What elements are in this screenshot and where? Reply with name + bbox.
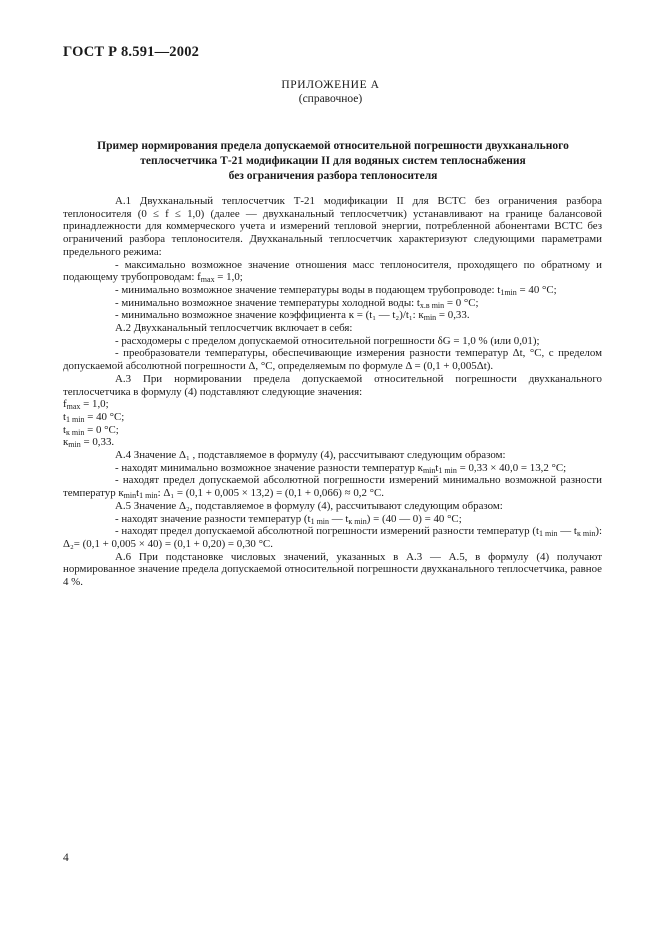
title-line: без ограничения разбора теплоносителя: [228, 169, 438, 182]
document-body: [63, 195, 602, 589]
value-line: $к_{min} = 0,33$.: [63, 436, 115, 450]
page-number: 4: [63, 852, 69, 864]
list-item: - минимально возможное значение температуры воды в подающем трубопроводе: $t_{1min} = 40$ °C;: [115, 283, 557, 297]
list-item: - находят значение разности температур ($t_{1 min}$ — $t_{к min}) = (40$ — 0) = 40 °C;: [115, 512, 462, 526]
paragraph-a2: А.2 Двухканальный теплосчетчик включает в себя:: [115, 322, 353, 335]
value-line: $t_{к min} = 0$ °C;: [63, 423, 119, 437]
annex-subtitle: (справочное): [298, 93, 363, 105]
paragraph-a1: А.1 Двухканальный теплосчетчик Т-21 модификации II для ВСТС без ограничения разбора теплоносителя (0 ≤ f ≤ 1,0) (далее — двухканальный теплосчетчик) устанавливают на границе балансовой принадлежности для коммерческого учета и измерений тепловой энергии, потребленной абонентами ВСТС без ограничений разбора теплоносителя. Двухканальный теплосчетчик характеризуют следующими параметрами предельного режима:: [63, 195, 602, 258]
list-item: - преобразователи температуры, обеспечивающие измерения разности температур Δt, °C, с пределом допускаемой абсолютной погрешности Δ, °C, определяемым по формуле Δ = (0,1 + 0,005Δt).: [63, 347, 602, 373]
list-item: - находят предел допускаемой абсолютной погрешности измерений минимально возможной разности температур $к_{min}t_{1 min}$: Δ₁ = (0,1 + 0,005 × 13,2) = (0,1 + 0,066) ≈ 0,2 °C.: [63, 474, 602, 501]
list-item: - расходомеры с пределом допускаемой относительной погрешности δG = 1,0 % (или 0,01);: [115, 334, 540, 347]
list-item: - находят минимально возможное значение разности температур $к_{min}t_{1 min} = 0,33 \times 40,0 = 13,2$ °C;: [115, 461, 567, 475]
list-item: - минимально возможное значение температуры холодной воды: $t_{х.в min} = 0$ °C;: [115, 296, 479, 310]
title-line: теплосчетчика Т-21 модификации II для водяных систем теплоснабжения: [140, 154, 526, 167]
section-title: [63, 139, 603, 183]
list-item: - находят предел допускаемой абсолютной погрешности измерений разности температур ($t_{1 min}$ — $t_{к min}$): Δ₂= (0,1 + 0,005 × 40) = (0,1 + 0,20) = 0,30 °C.: [63, 525, 602, 550]
paragraph-a5: А.5 Значение Δ₂, подставляемое в формулу (4), рассчитывают следующим образом:: [115, 499, 503, 512]
document-header: ГОСТ Р 8.591—2002: [63, 44, 200, 60]
list-item: - максимально возможное значение отношения масс теплоносителя, проходящего по обратному и подающему трубопроводам: $f_{max} = 1,0$;: [63, 258, 602, 285]
value-line: $f_{max} = 1,0$;: [63, 398, 109, 412]
paragraph-a4: А.4 Значение Δ₁ , подставляемое в формулу (4), рассчитывают следующим образом:: [115, 449, 506, 462]
title-line: Пример нормирования предела допускаемой относительной погрешности двухканального: [97, 140, 569, 152]
paragraph-a3: А.3 При нормировании предела допускаемой относительной погрешности двухканального теплосчетчика в формулу (4) подставляют следующие значения:: [63, 372, 602, 398]
annex-title: ПРИЛОЖЕНИЕ А: [281, 79, 380, 91]
paragraph-a6: А.6 При подстановке числовых значений, указанных в А.3 — А.5, в формулу (4) получают нормированное значение предела допускаемой относительной погрешности двухканального теплосчетчика, равное 4 %.: [63, 550, 602, 589]
value-line: $t_{1 min} = 40$ °C;: [63, 410, 125, 424]
list-item: - минимально возможное значение коэффициента к = (t₁ — t₂)/t₁: $к_{min} = 0,33$.: [115, 309, 470, 323]
